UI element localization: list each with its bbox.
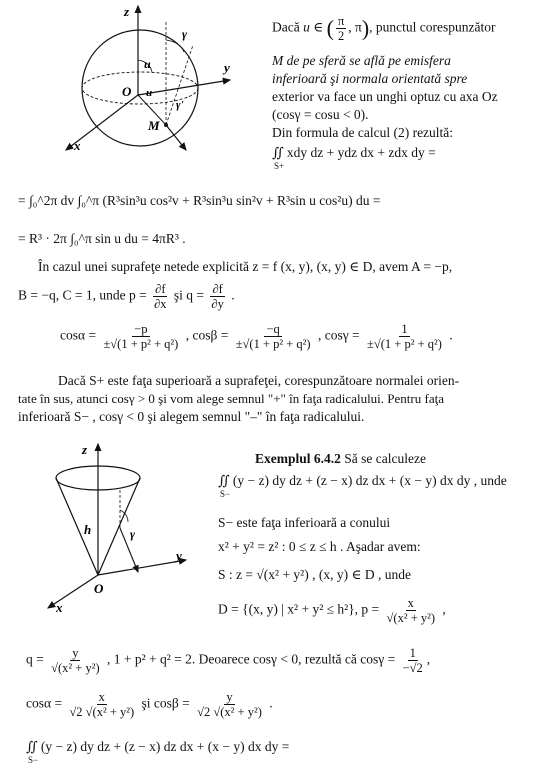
fig1-label-y: y <box>224 60 230 75</box>
cone-figure <box>18 440 213 615</box>
fig2-label-z: z <box>82 442 88 457</box>
para4: q = $\frac{y}{\text{√(x² + y²)}}$ , 1 + p² + q² = 2. Deoarece cosγ < 0, rezultă că cosγ = $\frac{1}{-√2}$ , <box>26 646 431 675</box>
example-title: Exemplul 6.4.2 <box>255 451 341 466</box>
example-line4: S : z = √(x² + y²) , (x, y) ∈ D , unde <box>218 567 411 582</box>
fig1-label-origin: O <box>122 84 132 99</box>
fig2-label-y: y <box>176 548 182 563</box>
gamma-ray <box>166 45 193 125</box>
fig1-label-x: x <box>74 138 81 153</box>
fig1-label-u2: u <box>146 87 153 99</box>
example-integral: ∬ (y − z) dy dz + (z − x) dz dx + (x − y) dx dy , unde S− <box>218 473 507 499</box>
example-heading: Exemplul 6.4.2 Să se calculeze <box>255 451 426 466</box>
example-line5: D = {(x, y) | x² + y² ≤ h²}, p = $\frac{x}{\text{√(x² + y²)}}$ , <box>218 596 446 625</box>
para1-line3: inferioară şi normala orientată spre <box>272 71 468 86</box>
example-line3: x² + y² = z² : 0 ≤ z ≤ h . Aşadar avem: <box>218 539 421 554</box>
para1-line4: exterior va face un unghi optuz cu axa Oz <box>272 89 498 104</box>
para2-line2: B = −q, C = 1, unde p = $\frac{\partial f}{\partial x}$ şi q = $\frac{\partial f}{\partial y}$ . <box>18 282 235 311</box>
para1-line7 <box>272 144 537 171</box>
final-integral: ∬ (y − z) dy dz + (z − x) dz dx + (x − y) dx dy = S− <box>26 739 290 765</box>
para1-line1: Dacă u ∈ ( $\frac{\pi}{2}$ , π), punctul corespunzător <box>272 14 496 43</box>
para2-line1: În cazul unei suprafeţe netede explicită z = f (x, y), (x, y) ∈ D, avem A = −p, <box>38 259 453 274</box>
fig2-label-origin: O <box>94 581 104 596</box>
fig1-label-gamma-prime: γ' <box>176 99 184 111</box>
equation-2: = R³ · 2π ∫₀^π sin u du = 4πR³ . <box>18 231 186 246</box>
cone-side-left <box>56 478 98 575</box>
fig1-label-gamma: γ <box>182 27 187 41</box>
fig2-label-x: x <box>56 600 63 615</box>
normal-vector <box>166 125 186 150</box>
para1-line2: M de pe sferă se află pe emisfera <box>272 53 451 68</box>
fig2-label-gamma: γ <box>130 527 135 541</box>
para1-line5: (cosγ = cosu < 0). <box>272 107 369 122</box>
sphere-figure <box>18 0 268 160</box>
integral-subscript: S+ <box>274 161 285 171</box>
normal-vector <box>120 528 138 572</box>
y-axis <box>98 560 186 575</box>
fig2-label-h: h <box>84 522 92 537</box>
fig1-label-M: M <box>148 118 160 133</box>
example-line2: S− este faţa inferioară a conului <box>218 515 391 530</box>
para3-line3: inferioară S− , cosγ < 0 şi alegem semnul "–" în faţa radicalului. <box>18 409 365 424</box>
double-integral-S-plus: ∬ xdy dz + ydz dx + zdx dy = <box>272 145 436 160</box>
para1-line6: Din formula de calcul (2) rezultă: <box>272 125 454 140</box>
para3-line1: Dacă S+ este faţa superioară a suprafeţei, corespunzătoare normalei orien- <box>58 373 460 388</box>
equation-1: = ∫₀^2π dv ∫₀^π (R³sin³u cos²v + R³sin³u sin²v + R³sin u cos²u) du = <box>18 193 381 208</box>
fig1-label-u: u <box>144 57 151 71</box>
para5: cosα = $\frac{x}{\text{√2 √(x² + y²)}}$ şi cosβ = $\frac{y}{\text{√2 √(x² + y²)}}$ . <box>26 690 273 719</box>
direction-cosines: cosα = $\frac{-p}{\text{±√(1 + p² + q²)}}$ , cosβ = $\frac{-q}{\text{±√(1 + p² + q²)}}$ , cosγ = $\frac{1}{\text{±√(1 + p² + q²)}}$ . <box>60 322 453 351</box>
fig1-label-z: z <box>124 4 130 19</box>
para3-line2: tate în sus, atunci cosγ > 0 şi vom alege semnul "+" în faţa radicalului. Pentru faţa <box>18 391 444 406</box>
point-M <box>164 123 168 127</box>
